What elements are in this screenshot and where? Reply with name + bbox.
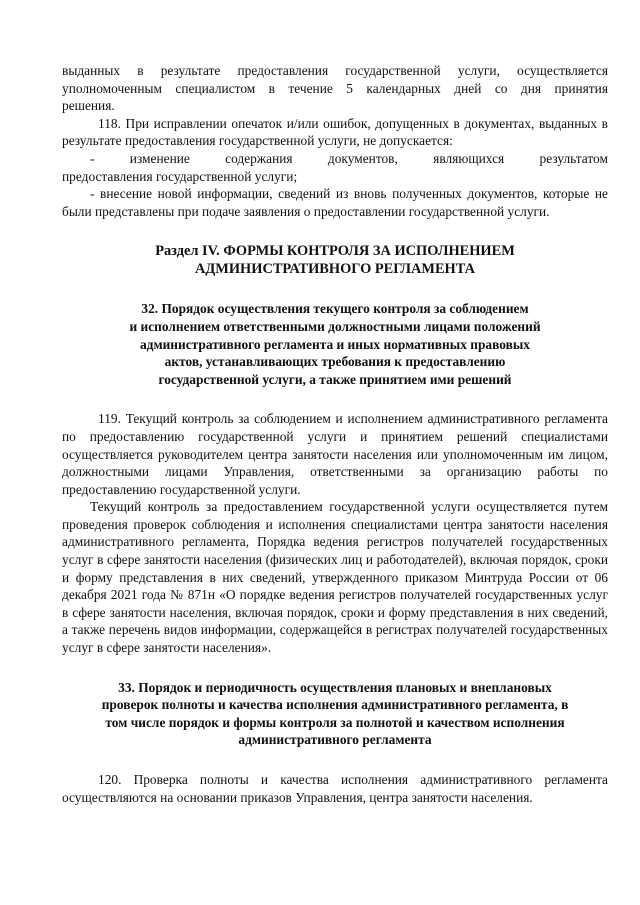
- sub33-line-2: проверок полноты и качества исполнения административного регламента, в: [101, 697, 569, 713]
- list-item-dash-2: - внесение новой информации, сведений из вновь полученных документов, которые не были представлены при подаче заявления о предоставлении государственной услуги.: [62, 186, 608, 219]
- sub33-line-1: 33. Порядок и периодичность осуществления плановых и внеплановых: [118, 679, 552, 695]
- document-page: [62, 62, 608, 806]
- paragraph-119-continued: Текущий контроль за предоставлением государственной услуги осуществляется путем проведения проверок соблюдения и исполнения специалистами центра занятости населения административного регламента, Порядка ведения регистров получателей государственных услуг в сфере занятости населения (физических лиц и работодателей), включая порядок, сроки и форму представления в них сведений, утвержденного приказом Минтруда России от 06 декабря 2021 года № 871н «О порядке ведения регистров получателей государственных услуг в сфере занятости населения, включая порядок, сроки и форму представления в них сведений, а также перечень видов информации, содержащейся в регистрах получателей государственных услуг в сфере занятости населения».: [62, 499, 608, 656]
- paragraph-intro: [62, 62, 608, 115]
- section-heading-line-2: АДМИНИСТРАТИВНОГО РЕГЛАМЕНТА: [194, 261, 476, 278]
- dash1-word: -: [90, 150, 95, 166]
- sub33-line-4: административного регламента: [238, 732, 432, 748]
- subsection-heading-32: [62, 300, 608, 388]
- sub32-line-3: административного регламента и иных нормативных правовых: [139, 336, 530, 352]
- sub32-line-2: и исполнением ответственными должностными лицами положений: [129, 318, 541, 334]
- dash1-word: результатом: [539, 150, 608, 166]
- paragraph-120: 120. Проверка полноты и качества исполнения административного регламента осуществляются на основании приказов Управления, центра занятости населения.: [62, 772, 608, 805]
- dash1-word: являющихся: [433, 150, 505, 166]
- list-item-dash-1-continuation: предоставления государственной услуги;: [62, 168, 298, 184]
- sub32-line-5: государственной услуги, а также принятием ими решений: [158, 371, 512, 387]
- subsection-heading-33: [62, 679, 608, 749]
- paragraph-118: 118. При исправлении опечаток и/или ошибок, допущенных в документах, выданных в результате предоставления государственной услуги, не допускается:: [62, 115, 608, 149]
- dash1-word: содержания: [225, 150, 293, 166]
- sub32-line-4: актов, устанавливающих требования к предоставлению: [164, 354, 506, 370]
- intro-line-1: выданных в результате предоставления государственной услуги, осуществляется: [62, 63, 608, 78]
- intro-line-3: решения.: [62, 98, 115, 114]
- sub32-line-1: 32. Порядок осуществления текущего контроля за соблюдением: [141, 301, 529, 317]
- sub33-line-3: том числе порядок и формы контроля за полнотой и качеством исполнения: [105, 714, 565, 730]
- dash1-word: изменение: [129, 150, 190, 166]
- list-item-dash-1: [62, 150, 608, 168]
- dash1-word: документов,: [327, 150, 398, 166]
- section-heading-line-1: Раздел IV. ФОРМЫ КОНТРОЛЯ ЗА ИСПОЛНЕНИЕМ: [155, 243, 515, 260]
- paragraph-119: 119. Текущий контроль за соблюдением и исполнением административного регламента по предоставлению государственной услуги и принятием решений специалистами осуществляется руководителем центра занятости населения или уполномоченным им лицом, должностными лицами Управления, ответственными за организацию работы по предоставлению государственной услуги.: [62, 411, 608, 497]
- intro-line-2: уполномоченным специалистом в течение 5 календарных дней со дня принятия: [62, 80, 608, 96]
- section-heading-iv: [62, 242, 608, 278]
